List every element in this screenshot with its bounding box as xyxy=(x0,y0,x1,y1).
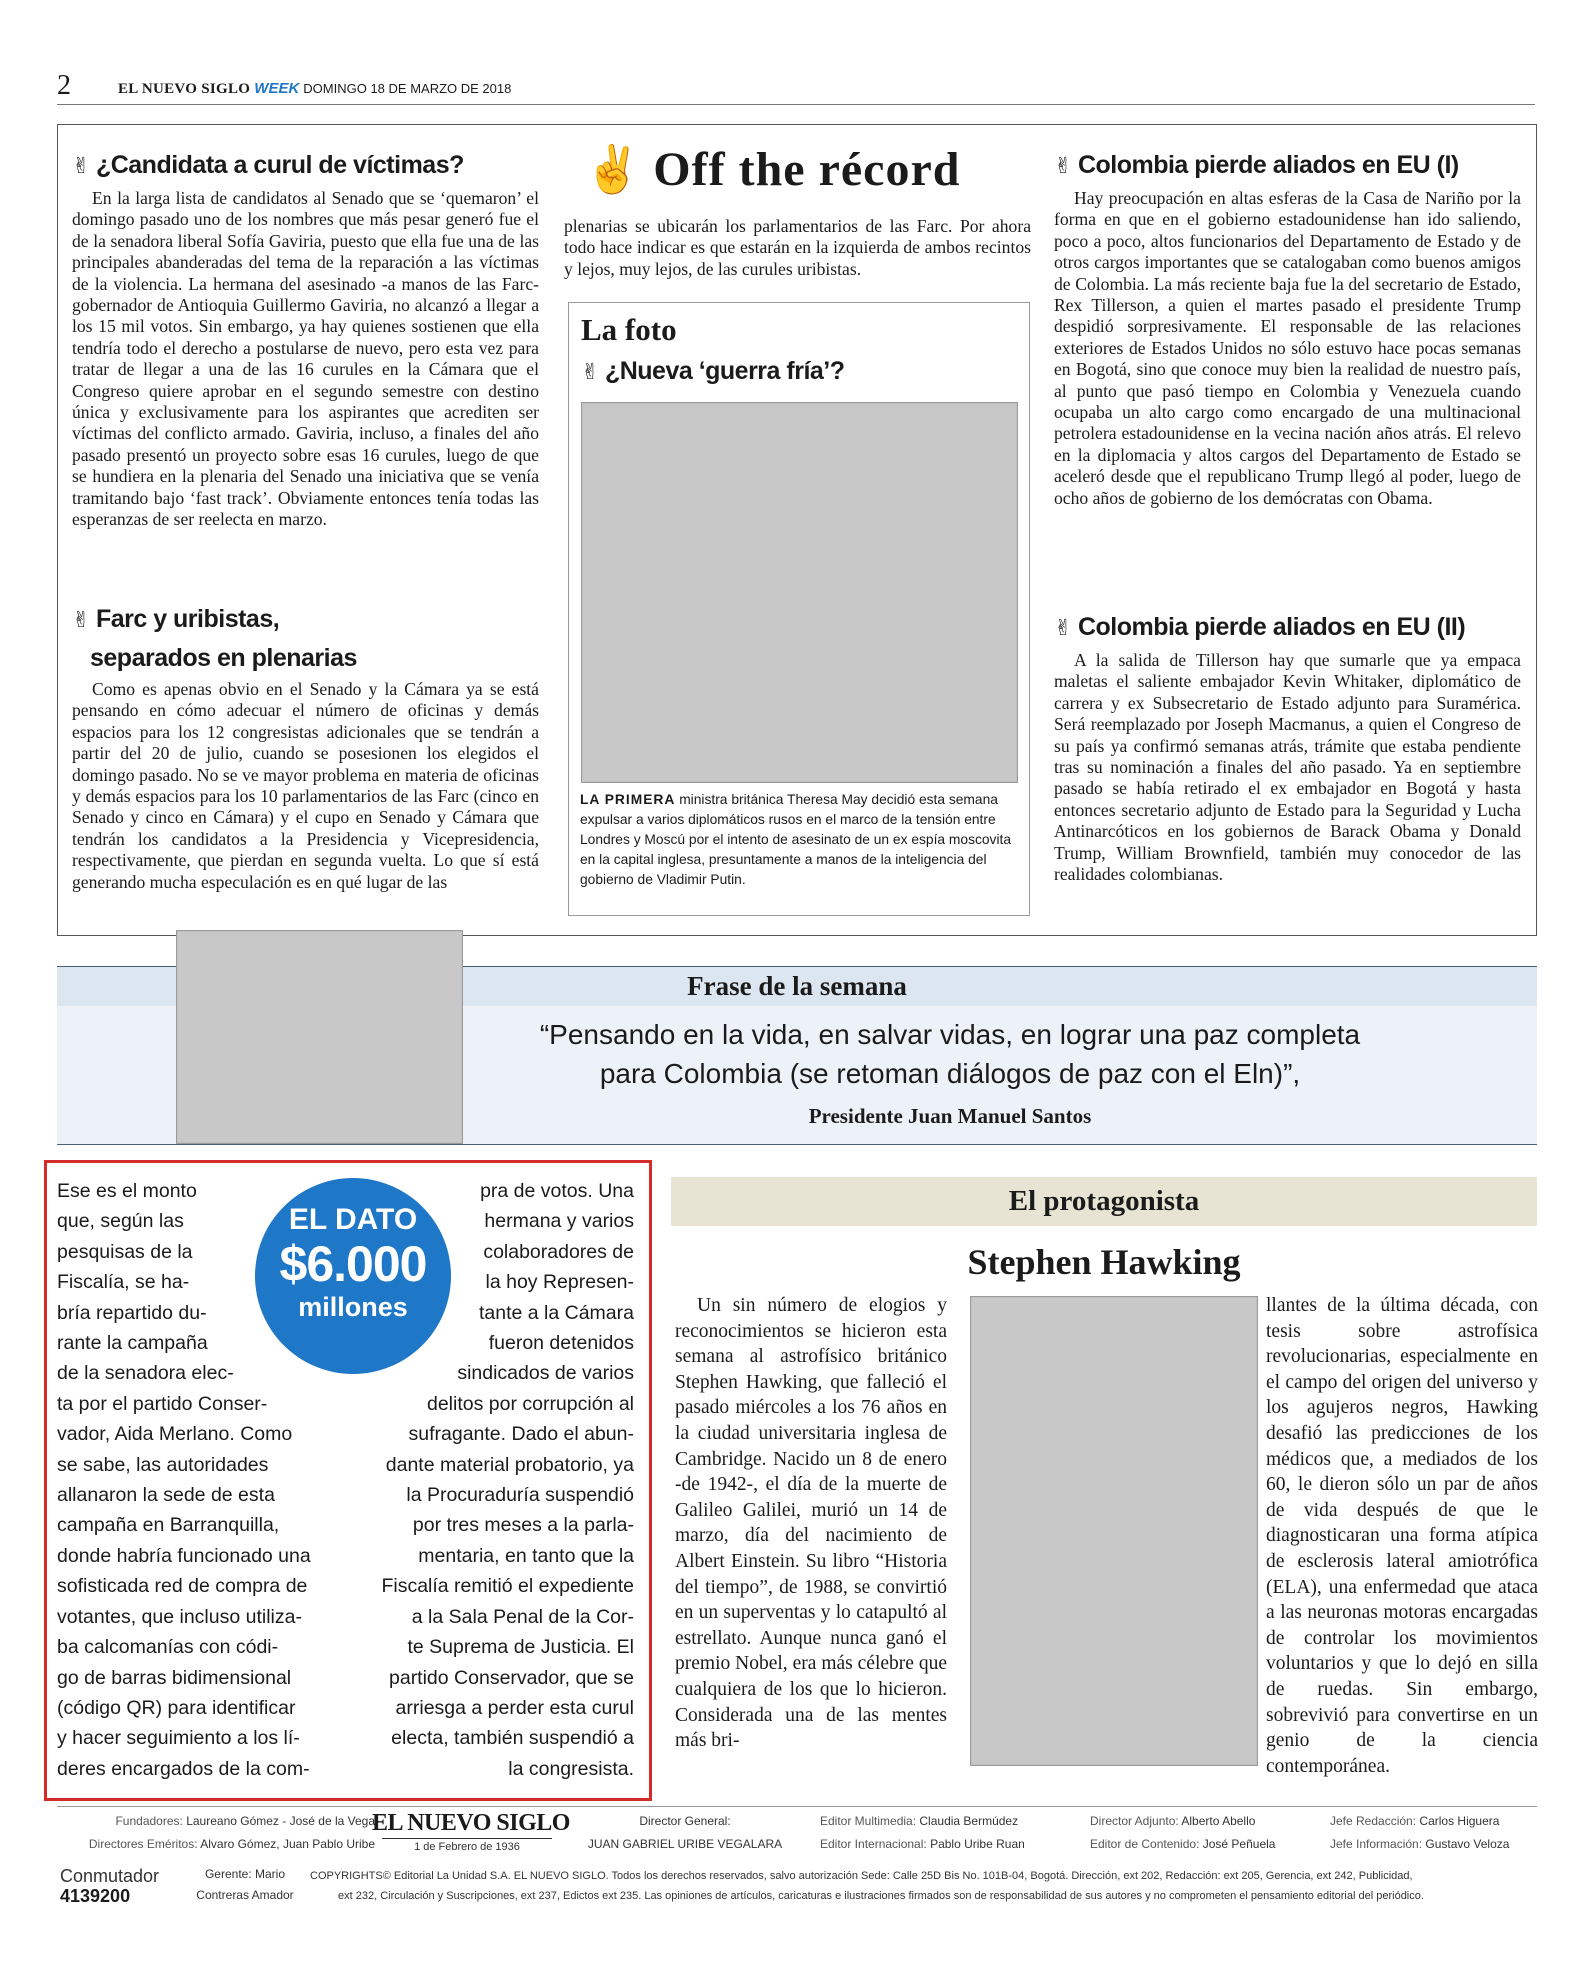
col1-text-2: Como es apenas obvio en el Senado y la Cámara ya se está pensando en cómo adecuar el número de oficinas y demás espacios para los 12 congresistas adicionales que se tendrán a partir del 20 de julio, cuando se posesionen los elegidos el domingo pasado. No se ve mayor problema en materia de oficinas y demás espacios para los 10 parlamentarios de las Farc (cinco en Senado y cinco en Cámara) y el cupo en Senado y Cámara que tendrán los candidatos a la Presidencia y Vicepresidencia, respectivamente, que pierdan en segunda vuelta. Lo que sí está generando mucha especulación es en qué lugar de las xyxy=(72,679,539,892)
footer-editors: Editor Multimedia: Claudia Bermúdez Editor Internacional: Pablo Uribe Ruan xyxy=(820,1814,1025,1851)
dato-line: hermana y varios xyxy=(484,1210,634,1233)
col3-text-1: Hay preocupación en altas esferas de la Casa de Nariño por la forma en que en el gobierno estadounidense han ido saliendo, poco a poco, altos funcionarios del Departamento de Estado y de otros cargos importantes que se catalogaban como buenos amigos de Colombia. La más reciente baja fue la del secretario de Estado, Rex Tillerson, a quien el martes pasado el presidente Trump despidió sorpresivamente. El responsable de las relaciones exteriores de Estados Unidos no sólo estuvo hace pocas semanas en Bogotá, sino que conoce muy bien la realidad de nuestro país, al punto que pasó tiempo en Colombia y Venezuela cuando ocupaba un alto cargo como encargado de una multinacional petrolera estadounidense en la vecina nación años atrás. El relevo en la diplomacia y altos cargos del Departamento de Estado se aceleró desde que el republicano Trump llegó al poder, luego de ocho años de gobierno de los demócratas con Obama. xyxy=(1054,188,1521,508)
footer-founders: Fundadores: Laureano Gómez - José de la Vega Directores Eméritos: Alvaro Gómez, Juan Pablo Uribe xyxy=(88,1814,375,1851)
col1-heading-2: ✌ Farc y uribistas, xyxy=(72,605,280,633)
la-foto-title: La foto xyxy=(581,312,677,347)
footer-copyright: COPYRIGHTS© Editorial La Unidad S.A. EL NUEVO SIGLO. Todos los derechos reservados, salvo autorización Sede: Calle 25D Bis No. 101B-04, Bogotá. Dirección, ext 202, Redacción: ext 205, Gerencia, ext 242, Publicidad, ext 232, Circulación y Suscripciones, ext 237, Edictos ext 235. Las opiniones de artículos, caricaturas e ilustraciones firmados son de responsabilidad de sus autores y no comprometen el pensamiento editorial del periódico. xyxy=(310,1870,1424,1902)
footer-adjunto: Director Adjunto: Alberto Abello Editor de Contenido: José Peñuela xyxy=(1090,1814,1276,1851)
la-foto-heading: ✌ ¿Nueva ‘guerra fría’? xyxy=(581,357,845,385)
dato-line: colaboradores de xyxy=(483,1240,634,1263)
dato-line: vador, Aida Merlano. Como xyxy=(57,1423,293,1446)
header-date: DOMINGO 18 DE MARZO DE 2018 xyxy=(303,81,512,96)
dato-line: delitos por corrupción al xyxy=(426,1392,634,1415)
victory-icon: ✌ xyxy=(581,359,599,384)
victory-icon: ✌ xyxy=(584,144,642,195)
dato-line: la Procuraduría suspendió xyxy=(406,1484,634,1507)
frase-quote-line-2: para Colombia (se retoman diálogos de paz con el Eln)”, xyxy=(599,1058,1301,1089)
masthead-name: EL NUEVO SIGLO xyxy=(118,81,251,97)
dato-line: mentaria, en tanto que la xyxy=(418,1544,634,1567)
dato-line: sufragante. Dado el abun- xyxy=(408,1423,634,1446)
col3-heading-1: ✌ Colombia pierde aliados en EU (I) xyxy=(1054,151,1459,179)
dato-line: dante material probatorio, ya xyxy=(385,1453,634,1476)
dato-line: deres encargados de la com- xyxy=(57,1757,310,1780)
footer-logo: EL NUEVO SIGLO xyxy=(372,1810,570,1836)
page-number: 2 xyxy=(57,70,71,101)
col1-heading-1: ✌ ¿Candidata a curul de víctimas? xyxy=(72,151,464,179)
dato-line: (código QR) para identificar xyxy=(57,1696,296,1719)
footer-conmutador: Conmutador 4139200 xyxy=(60,1866,160,1906)
frase-author: Presidente Juan Manuel Santos xyxy=(808,1104,1092,1128)
dato-line: Fiscalía remitió el expediente xyxy=(381,1575,634,1598)
dato-badge xyxy=(255,1178,451,1374)
off-record-title: ✌ Off the récord xyxy=(584,143,961,196)
dato-line: Ese es el monto xyxy=(57,1180,197,1202)
victory-icon: ✌ xyxy=(72,607,90,632)
dato-line: donde habría funcionado una xyxy=(57,1544,311,1567)
dato-line: electa, también suspendió a xyxy=(391,1727,634,1750)
dato-line: ta por el partido Conser- xyxy=(57,1392,268,1415)
protagonista-name: Stephen Hawking xyxy=(967,1242,1241,1282)
dato-line: allanaron la sede de esta xyxy=(57,1484,275,1507)
dato-line: pra de votos. Una xyxy=(480,1180,634,1202)
dato-line: rante la campaña xyxy=(57,1332,208,1355)
dato-line: Fiscalía, se ha- xyxy=(57,1271,190,1294)
dato-badge-label: EL DATO xyxy=(288,1203,418,1236)
col1-heading-2b: separados en plenarias xyxy=(90,644,357,672)
dato-line: fueron detenidos xyxy=(488,1332,634,1355)
dato-line: go de barras bidimensional xyxy=(57,1666,292,1689)
footer-jefes: Jefe Redacción: Carlos Higuera Jefe Información: Gustavo Veloza xyxy=(1330,1814,1510,1851)
dato-line: la hoy Represen- xyxy=(485,1271,634,1294)
dato-line: votantes, que incluso utiliza- xyxy=(57,1605,302,1628)
dato-line: la congresista. xyxy=(508,1757,634,1780)
protagonista-text-right: llantes de la última década, con tesis sobre astrofísica revolucionarias, especialmente en el campo del origen del universo y los agujeros negros, Hawking desafió las predicciones de los médicos que, a mediados de los 60, le dieron sólo un par de años de vida después de que le diagnosticaran una forma atípica de esclerosis lateral amiotrófica (ELA), una enfermedad que ataca a las neuronas motoras encargadas de controlar los movimientos voluntarios y que lo dejó en silla de ruedas. Sin embargo, sobrevivió para convertirse en un genio de la ciencia contemporánea. xyxy=(1266,1295,1538,1777)
dato-line: y hacer seguimiento a los lí- xyxy=(57,1727,300,1750)
protagonista-text-left: Un sin número de elogios y reconocimientos se hicieron esta semana al astrofísico británico Stephen Hawking, que falleció el pasado miércoles a los 76 años en la ciudad universitaria inglesa de Cambridge. Nacido un 8 de enero -de 1942-, el día de la muerte de Galileo Galilei, murió un 14 de marzo, día del nacimiento de Albert Einstein. Su libro “Historia del tiempo”, de 1988, se convirtió en un superventas y lo catapultó al estrellato. Aunque nunca ganó el premio Nobel, era más célebre que cualquiera de los que lo hicieron. Considerada una de las mentes más bri- xyxy=(675,1295,947,1752)
victory-icon: ✌ xyxy=(1054,615,1072,640)
dato-line: ba calcomanías con códi- xyxy=(57,1636,279,1659)
dato-line: a la Sala Penal de la Cor- xyxy=(411,1605,634,1628)
footer-director: Director General: JUAN GABRIEL URIBE VEGALARA xyxy=(587,1814,783,1851)
frase-quote-line-1: “Pensando en la vida, en salvar vidas, en lograr una paz completa xyxy=(539,1019,1361,1050)
dato-badge-unit: millones xyxy=(298,1292,408,1322)
footer-logo-box xyxy=(372,1808,570,1860)
dato-line: de la senadora elec- xyxy=(57,1362,234,1385)
header-masthead xyxy=(118,80,511,98)
dato-line: pesquisas de la xyxy=(57,1240,193,1263)
col3-heading-2: ✌ Colombia pierde aliados en EU (II) xyxy=(1054,613,1466,641)
dato-badge-value: $6.000 xyxy=(279,1236,427,1292)
protagonista-title: El protagonista xyxy=(1008,1185,1200,1217)
dato-line: sofisticada red de compra de xyxy=(57,1575,308,1598)
hawking-photo xyxy=(970,1296,1258,1766)
la-foto-caption: LA PRIMERA ministra británica Theresa May decidió esta semana expulsar a varios diplomáticos rusos en el marco de la tensión entre Londres y Moscú por el intento de asesinato de un ex espía moscovita en la capital inglesa, presuntamente a manos de la inteligencia del gobierno de Vladimir Putin. xyxy=(580,792,1012,887)
dato-line: arriesga a perder esta curul xyxy=(395,1696,634,1719)
dato-line: te Suprema de Justicia. El xyxy=(407,1636,634,1659)
footer-gerente: Gerente: Mario Contreras Amador xyxy=(196,1867,294,1902)
theresa-may-photo xyxy=(581,402,1018,783)
dato-line: sindicados de varios xyxy=(457,1362,634,1385)
dato-line: tante a la Cámara xyxy=(478,1301,634,1324)
dato-line: que, según las xyxy=(57,1210,184,1233)
header-rule xyxy=(57,104,1535,105)
col2-text: plenarias se ubicarán los parlamentarios de las Farc. Por ahora todo hace indicar es que estarán en la izquierda de ambos recintos y lejos, muy lejos, de las curules uribistas. xyxy=(564,216,1031,279)
dato-line: se sabe, las autoridades xyxy=(57,1453,269,1476)
footer-logo-date: 1 de Febrero de 1936 xyxy=(414,1841,520,1853)
col1-text-1: En la larga lista de candidatos al Senado que se ‘quemaron’ el domingo pasado uno de los nombres que más pesar generó fue el de la senadora liberal Sofía Gaviria, puesto que ella fue una de las principales abanderadas del tema de la reparación a las víctimas de la violencia. La hermana del asesinado -a manos de las Farc- gobernador de Antioquia Guillermo Gaviria, no alcanzó a llegar a los 15 mil votos. Sin embargo, ya hay quienes sostienen que ella tendría todo el derecho a postularse de nuevo, pero esta vez para tratar de llegar a una de las 16 curules en la Cámara que el Congreso quiere aprobar en el segundo semestre con destino única y exclusivamente para los aspirantes que acrediten ser víctimas del conflicto armado. Gaviria, incluso, a finales del año pasado presentó un proyecto sobre esas 16 curules, luego de que se hundiera en la plenaria del Senado una iniciativa que se venía tramitando bajo ‘fast track’. Obviamente entonces tenía todas las esperanzas de ser reelecta en marzo. xyxy=(72,188,539,530)
dato-line: bría repartido du- xyxy=(57,1301,207,1324)
col3-text-2: A la salida de Tillerson hay que sumarle que ya empaca maletas el saliente embajador Kevin Whitaker, diplomático de carrera y ex Subsecretario de Estado adjunto para Suramérica. Será reemplazado por Joseph Macmanus, a quien el Congreso de su país ya confirmó semanas atrás, trámite que estaba pendiente tras su nominación a finales del año pasado. Ya en septiembre pasado se había retirado el ex embajador en Bogotá y hasta entonces secretario adjunto de Estado para la Seguridad y Lucha Antinarcóticos en los gobiernos de Barack Obama y Donald Trump, William Brownfield, también muy conocedor de las realidades colombianas. xyxy=(1054,650,1521,885)
victory-icon: ✌ xyxy=(72,153,90,178)
masthead-week: WEEK xyxy=(254,80,300,97)
frase-title: Frase de la semana xyxy=(687,971,907,1001)
caption-lead: LA PRIMERA xyxy=(580,792,676,807)
footer-rule xyxy=(57,1806,1537,1807)
dato-line: por tres meses a la parla- xyxy=(412,1514,634,1537)
dato-line: partido Conservador, que se xyxy=(389,1666,634,1689)
dato-line: campaña en Barranquilla, xyxy=(57,1514,280,1537)
victory-icon: ✌ xyxy=(1054,153,1072,178)
